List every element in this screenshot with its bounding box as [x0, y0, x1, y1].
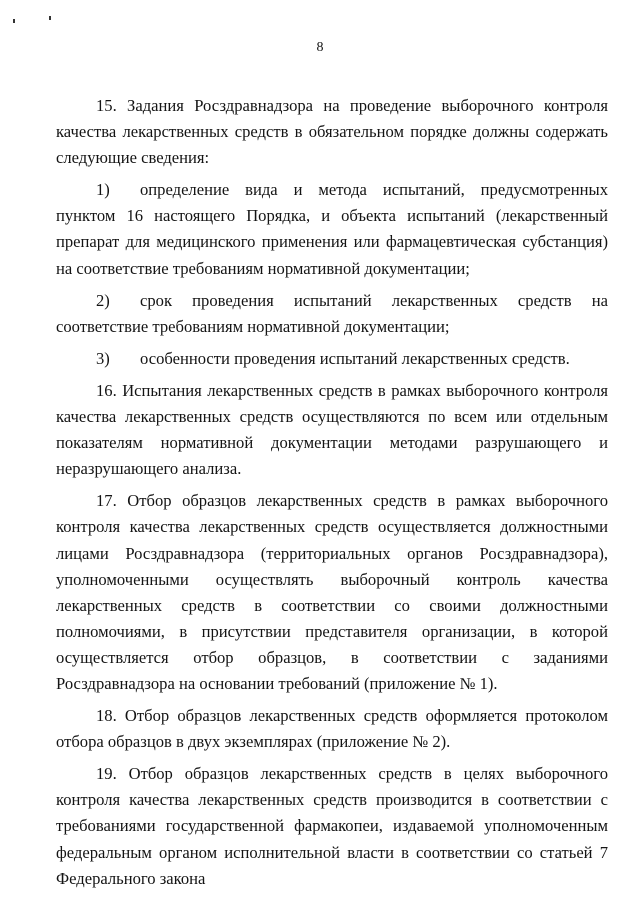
- list-item-text: срок проведения испытаний лекарственных средств на соответствие требованиям нормативной документации;: [56, 290, 608, 336]
- list-item-2: [56, 288, 608, 340]
- list-marker: 2): [96, 290, 110, 310]
- list-item-text: определение вида и метода испытаний, предусмотренных пунктом 16 настоящего Порядка, и объекта испытаний (лекарственный препарат для медицинского применения или фармацевтическая субстанция) на соответствие требованиям нормативной документации;: [56, 180, 608, 278]
- list-marker: 3): [96, 348, 110, 368]
- paragraph-19: 19. Отбор образцов лекарственных средств в целях выборочного контроля качества лекарственных средств производится в соответствии с требованиями государственной фармакопеи, издаваемой уполномоченным федеральным органом исполнительной власти в соответствии со статьей 7 Федерального закона: [56, 764, 608, 888]
- list-item-text: особенности проведения испытаний лекарственных средств.: [140, 348, 570, 368]
- page-number: 8: [316, 40, 324, 55]
- scan-speck-left: [13, 19, 15, 23]
- paragraph-16: 16. Испытания лекарственных средств в рамках выборочного контроля качества лекарственных средств осуществляются по всем или отдельным показателям нормативной документации методами разрушающего и неразрушающего анализа.: [56, 380, 608, 479]
- list-marker: 1): [96, 180, 110, 200]
- scan-speck-right: [49, 16, 51, 20]
- paragraph-17: 17. Отбор образцов лекарственных средств в рамках выборочного контроля качества лекарственных средств осуществляется должностными лицами Росздравнадзора (территориальных органов Росздравнадзора), уполномоченными осуществлять выборочный контроль качества лекарственных средств в соответствии со своими должностными полномочиями, в присутствии представителя организации, в которой осуществляется отбор образцов, в соответствии с заданиями Росздравнадзора на основании требований (приложение № 1).: [56, 491, 608, 693]
- list-item-1: [56, 177, 608, 281]
- paragraph-15: 15. Задания Росздравнадзора на проведение выборочного контроля качества лекарственных средств в обязательном порядке должны содержать следующие сведения:: [56, 96, 608, 168]
- document-body: [56, 93, 608, 898]
- list-item-3: [56, 346, 608, 372]
- paragraph-18: 18. Отбор образцов лекарственных средств оформляется протоколом отбора образцов в двух экземплярах (приложение № 2).: [56, 706, 608, 752]
